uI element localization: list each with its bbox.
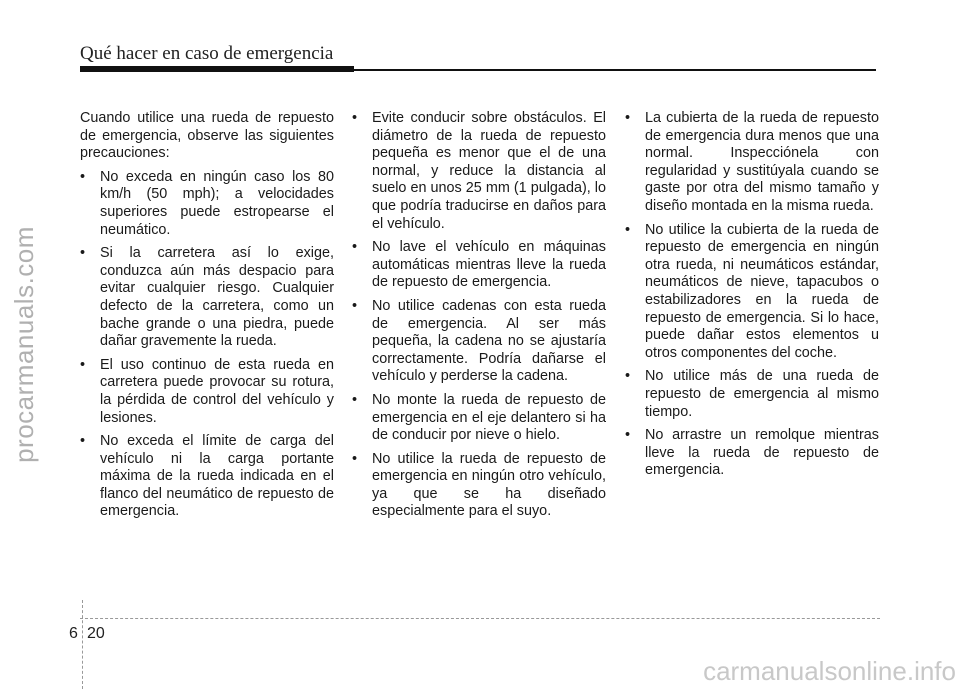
page-number: 20 — [87, 625, 105, 642]
bullet-icon: • — [625, 221, 631, 238]
header-rule-thick — [80, 66, 354, 72]
header-rule-thin — [354, 69, 876, 71]
list-item-text: No exceda en ningún caso los 80 km/h (50 mph); a velocidades superiores puede estropearse el neumático. — [100, 168, 334, 238]
list-item-text: Si la carretera así lo exige, conduzca aún más despacio para evitar cualquier riesgo. Cualquier defecto de la carretera, como un bache grande o una piedra, puede dañar gravemente la rueda. — [100, 245, 334, 350]
section-number: 6 — [69, 625, 78, 642]
list-item — [352, 451, 606, 521]
bullet-icon: • — [625, 110, 631, 126]
bullet-icon: • — [352, 450, 358, 467]
text-column-3 — [625, 110, 879, 486]
list-item-text: No arrastre un remolque mientras lleve la rueda de repuesto de emergencia. — [645, 427, 879, 479]
bullet-icon: • — [80, 433, 86, 450]
list-item-text: No exceda el límite de carga del vehículo ni la carga portante máxima de la rueda indicada en el flanco del neumático de repuesto de emergencia. — [100, 433, 334, 520]
list-item-text: No monte la rueda de repuesto de emergencia en el eje delantero si ha de conducir por nieve o hielo. — [372, 391, 606, 444]
list-item-text: No lave el vehículo en máquinas automáticas mientras lleve la rueda de repuesto de emergencia. — [372, 239, 606, 291]
footer-divider — [80, 618, 880, 619]
list-item — [352, 392, 606, 445]
list-item-text: No utilice cadenas con esta rueda de emergencia. Al ser más pequeña, la cadena no se ajustaría correctamente. Podría dañarse el vehículo y perderse la cadena. — [372, 297, 606, 385]
list-item — [625, 222, 879, 363]
bullet-icon: • — [352, 239, 358, 256]
bullet-icon: • — [625, 368, 631, 385]
precaution-list-2 — [352, 110, 606, 521]
intro-paragraph: Cuando utilice una rueda de repuesto de emergencia, observe las siguientes precauciones: — [80, 110, 334, 162]
precaution-list-1 — [80, 169, 334, 521]
text-column-1 — [80, 110, 334, 527]
list-item — [625, 427, 879, 480]
side-watermark — [2, 0, 46, 689]
side-watermark-text: procarmanuals.com — [8, 226, 39, 463]
list-item — [625, 110, 879, 216]
bullet-icon: • — [80, 245, 86, 262]
text-column-2 — [352, 110, 606, 527]
footer-watermark: carmanualsonline.info — [703, 656, 956, 686]
list-item-text: Evite conducir sobre obstáculos. El diámetro de la rueda de repuesto pequeña es menor que el de una normal, y reduce la distancia al suelo en unos 25 mm (1 pulgada), lo que podría traducirse en daños para el vehículo. — [372, 110, 606, 232]
footer-vertical-divider — [82, 600, 83, 689]
bullet-icon: • — [352, 297, 358, 314]
list-item — [80, 245, 334, 351]
page-header-title: Qué hacer en caso de emergencia — [80, 43, 334, 64]
bullet-icon: • — [625, 427, 631, 444]
bullet-icon: • — [80, 356, 86, 373]
list-item — [352, 110, 606, 233]
list-item — [80, 357, 334, 427]
bullet-icon: • — [80, 168, 86, 185]
precaution-list-3 — [625, 110, 879, 480]
list-item-text: La cubierta de la rueda de repuesto de emergencia dura menos que una normal. Inspecciónela con regularidad y sustitúyala cuando se gaste por otra del mismo tamaño y diseño montada en la misma rueda. — [645, 110, 879, 214]
list-item-text: No utilice más de una rueda de repuesto de emergencia al mismo tiempo. — [645, 368, 879, 420]
list-item — [80, 169, 334, 239]
list-item — [352, 298, 606, 386]
list-item — [80, 433, 334, 521]
list-item-text: No utilice la rueda de repuesto de emergencia en ningún otro vehículo, ya que se ha diseñado especialmente para el suyo. — [372, 450, 606, 520]
list-item-text: El uso continuo de esta rueda en carretera puede provocar su rotura, la pérdida de control del vehículo y lesiones. — [100, 356, 334, 426]
bullet-icon: • — [352, 391, 358, 408]
bullet-icon: • — [352, 110, 358, 126]
list-item-text: No utilice la cubierta de la rueda de repuesto de emergencia en ningún otra rueda, ni neumáticos estándar, neumáticos de nieve, tapacubos o estabilizadores en la rueda de repuesto de emergencia. Si lo hace, puede dañar estos elementos u otros componentes del coche. — [645, 221, 879, 361]
list-item — [352, 239, 606, 292]
list-item — [625, 368, 879, 421]
